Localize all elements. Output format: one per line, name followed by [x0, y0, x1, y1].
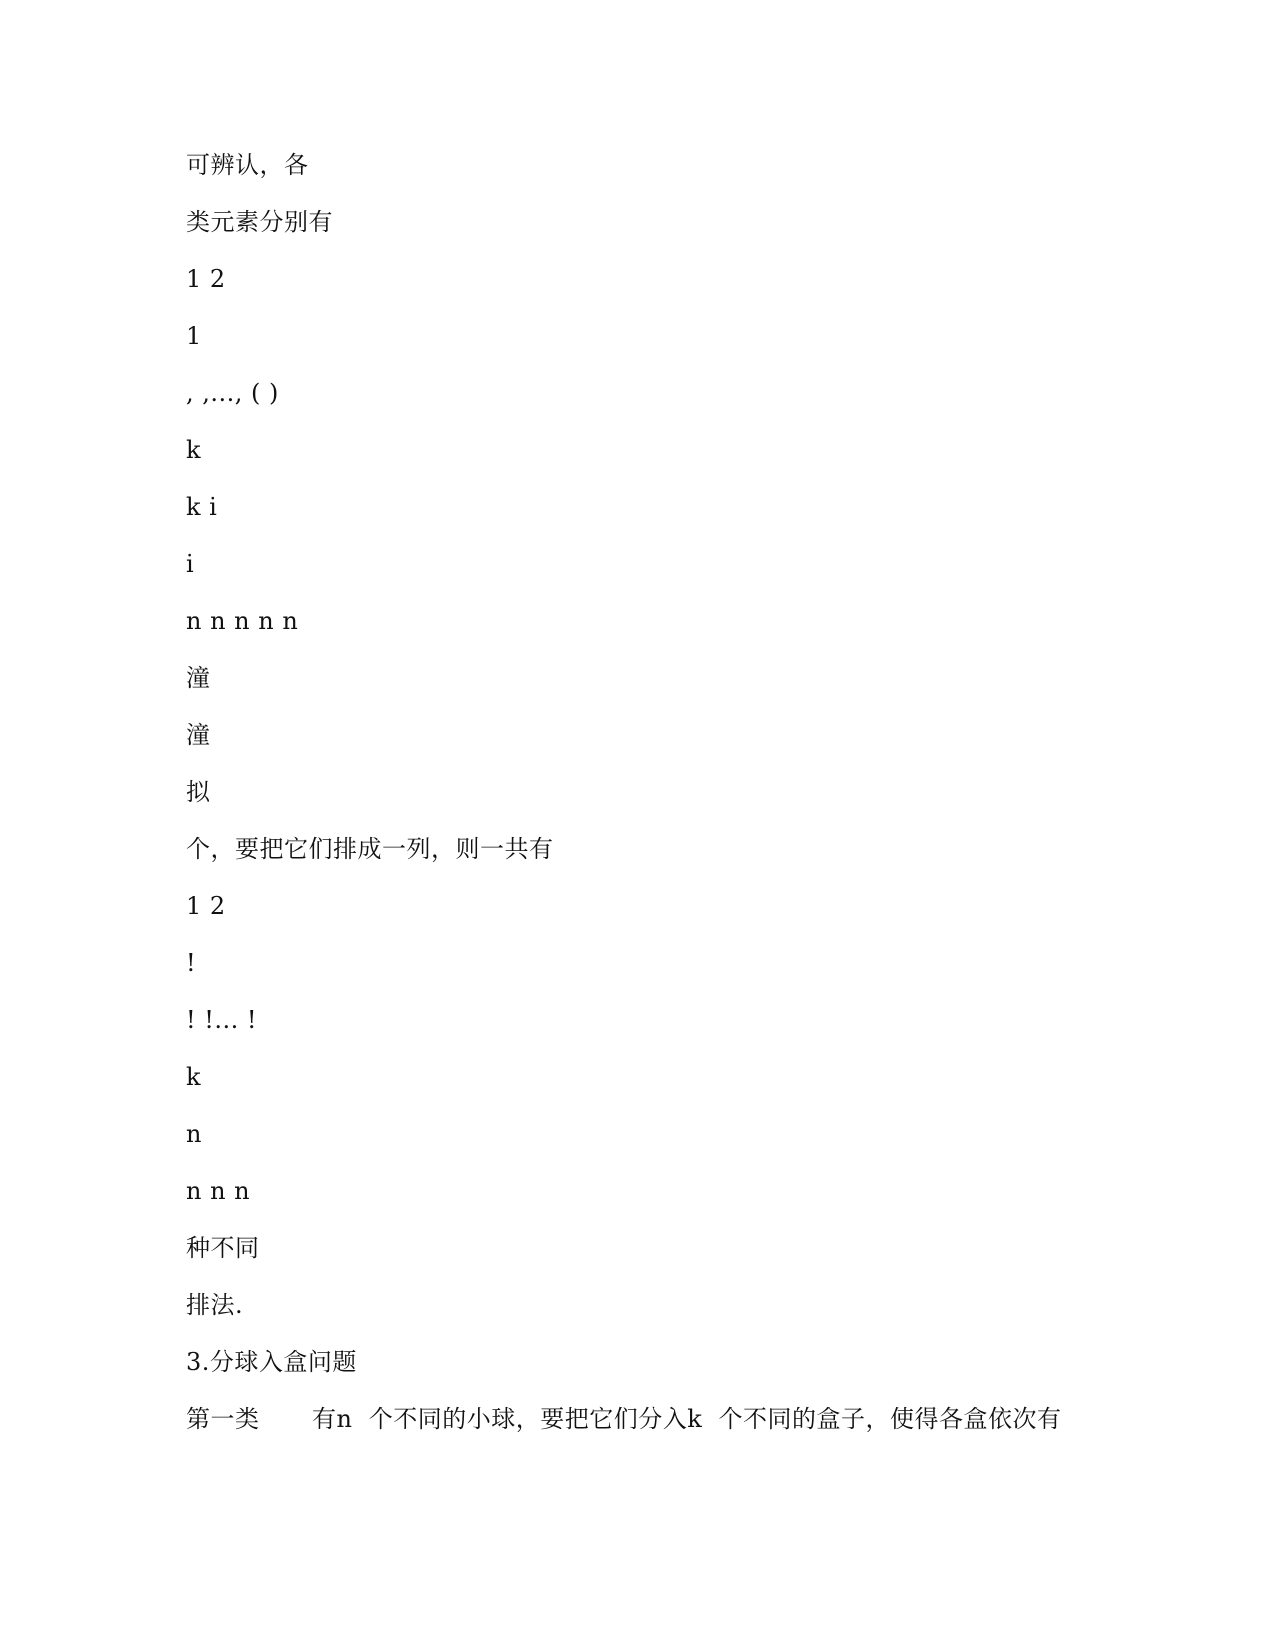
text-line: k [186, 1063, 202, 1091]
text-line: 个，要把它们排成一列，则一共有 [186, 835, 554, 863]
text-line: 1 2 [186, 265, 226, 293]
text-line: k i [186, 493, 218, 521]
text-line: 潼 [186, 664, 211, 692]
text-line: 可辨认，各 [186, 151, 309, 179]
text-line: i [186, 550, 195, 578]
text-line: 1 [186, 322, 202, 350]
text-line: 排法. [186, 1291, 244, 1319]
text-line: 拟 [186, 778, 211, 806]
category-label: 第一类 [186, 1405, 260, 1433]
text-line: n n n n n [186, 607, 299, 635]
text-line: 类元素分别有 [186, 208, 333, 236]
paragraph-text: 有n 个不同的小球，要把它们分入k 个不同的盒子，使得各盒依次有 [312, 1405, 1062, 1433]
section-heading: 3.分球入盒问题 [186, 1348, 357, 1376]
text-line: n n n [186, 1177, 251, 1205]
text-line: 潼 [186, 721, 211, 749]
text-line: ! [186, 949, 197, 977]
text-line: ! !... ! [186, 1006, 258, 1034]
paragraph-line [186, 1403, 1062, 1435]
text-line: k [186, 436, 202, 464]
text-line: , ,..., ( ) [186, 379, 279, 407]
text-line: 种不同 [186, 1234, 260, 1262]
text-line: 1 2 [186, 892, 226, 920]
text-line: n [186, 1120, 202, 1148]
